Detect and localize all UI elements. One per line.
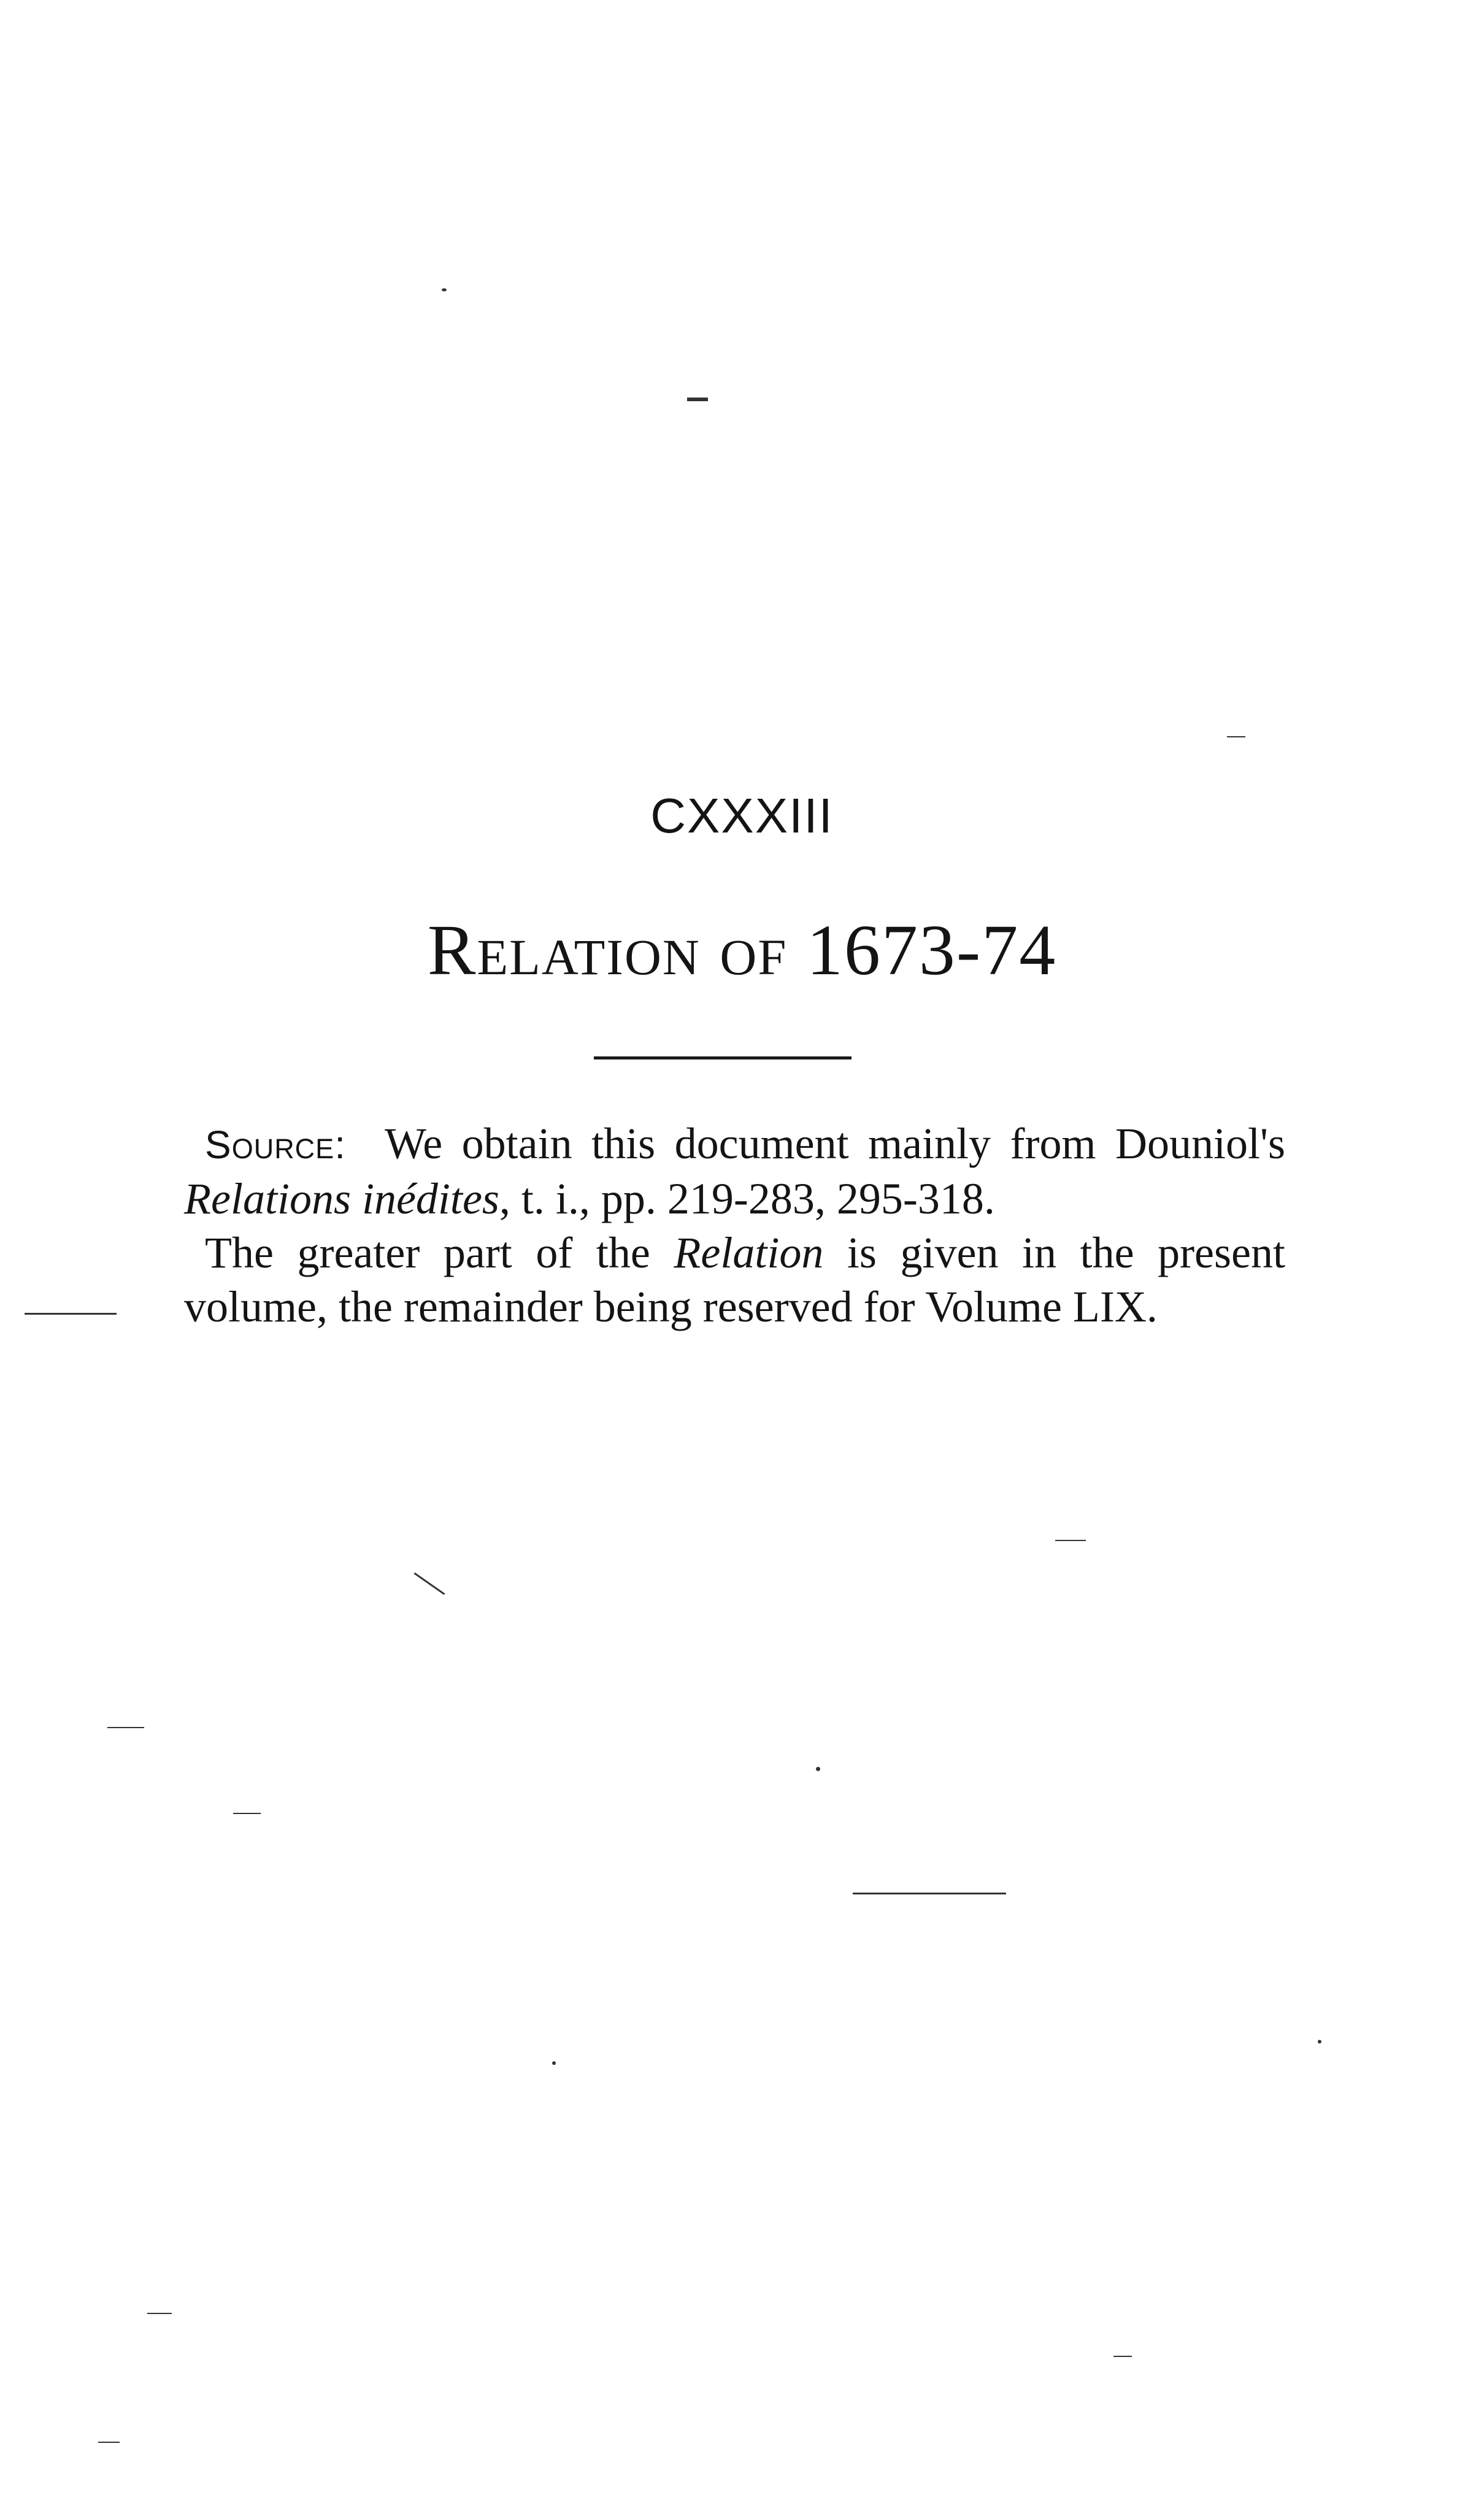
chapter-title: Relation of 1673-74 [427, 910, 1057, 990]
source-note [184, 1117, 1285, 1334]
source-paragraph-2 [184, 1226, 1285, 1334]
scan-speck [1227, 736, 1245, 737]
source-label: Source: [205, 1123, 346, 1167]
scan-speck [1318, 2040, 1321, 2044]
scan-speck [25, 1313, 117, 1315]
scan-speck [442, 288, 447, 291]
scan-speck [1113, 2356, 1132, 2357]
scan-speck [233, 1813, 261, 1814]
title-rule [594, 1056, 852, 1059]
scan-speck [98, 2442, 120, 2443]
note-text-start: The greater part of the [205, 1228, 674, 1277]
source-text-start: We obtain this document mainly from Douniol's [385, 1119, 1286, 1168]
scan-speck [414, 1572, 445, 1595]
scan-speck [853, 1893, 1006, 1894]
source-work-title: Relations inédites [184, 1174, 499, 1223]
scan-speck [552, 2061, 556, 2065]
source-paragraph-1 [184, 1117, 1285, 1226]
chapter-number: CXXXIII [650, 788, 834, 843]
note-italic-relation: Relation [674, 1228, 824, 1277]
scan-speck [1055, 1540, 1086, 1541]
note-text-end: is given in the present volume, the remainder being reserved for Volume LIX. [184, 1228, 1285, 1331]
scan-speck [107, 1727, 144, 1728]
scan-speck [147, 2313, 172, 2314]
scan-speck [687, 398, 708, 401]
source-text-end: , t. i., pp. 219-283, 295-318. [499, 1174, 995, 1223]
scan-speck [816, 1767, 820, 1771]
